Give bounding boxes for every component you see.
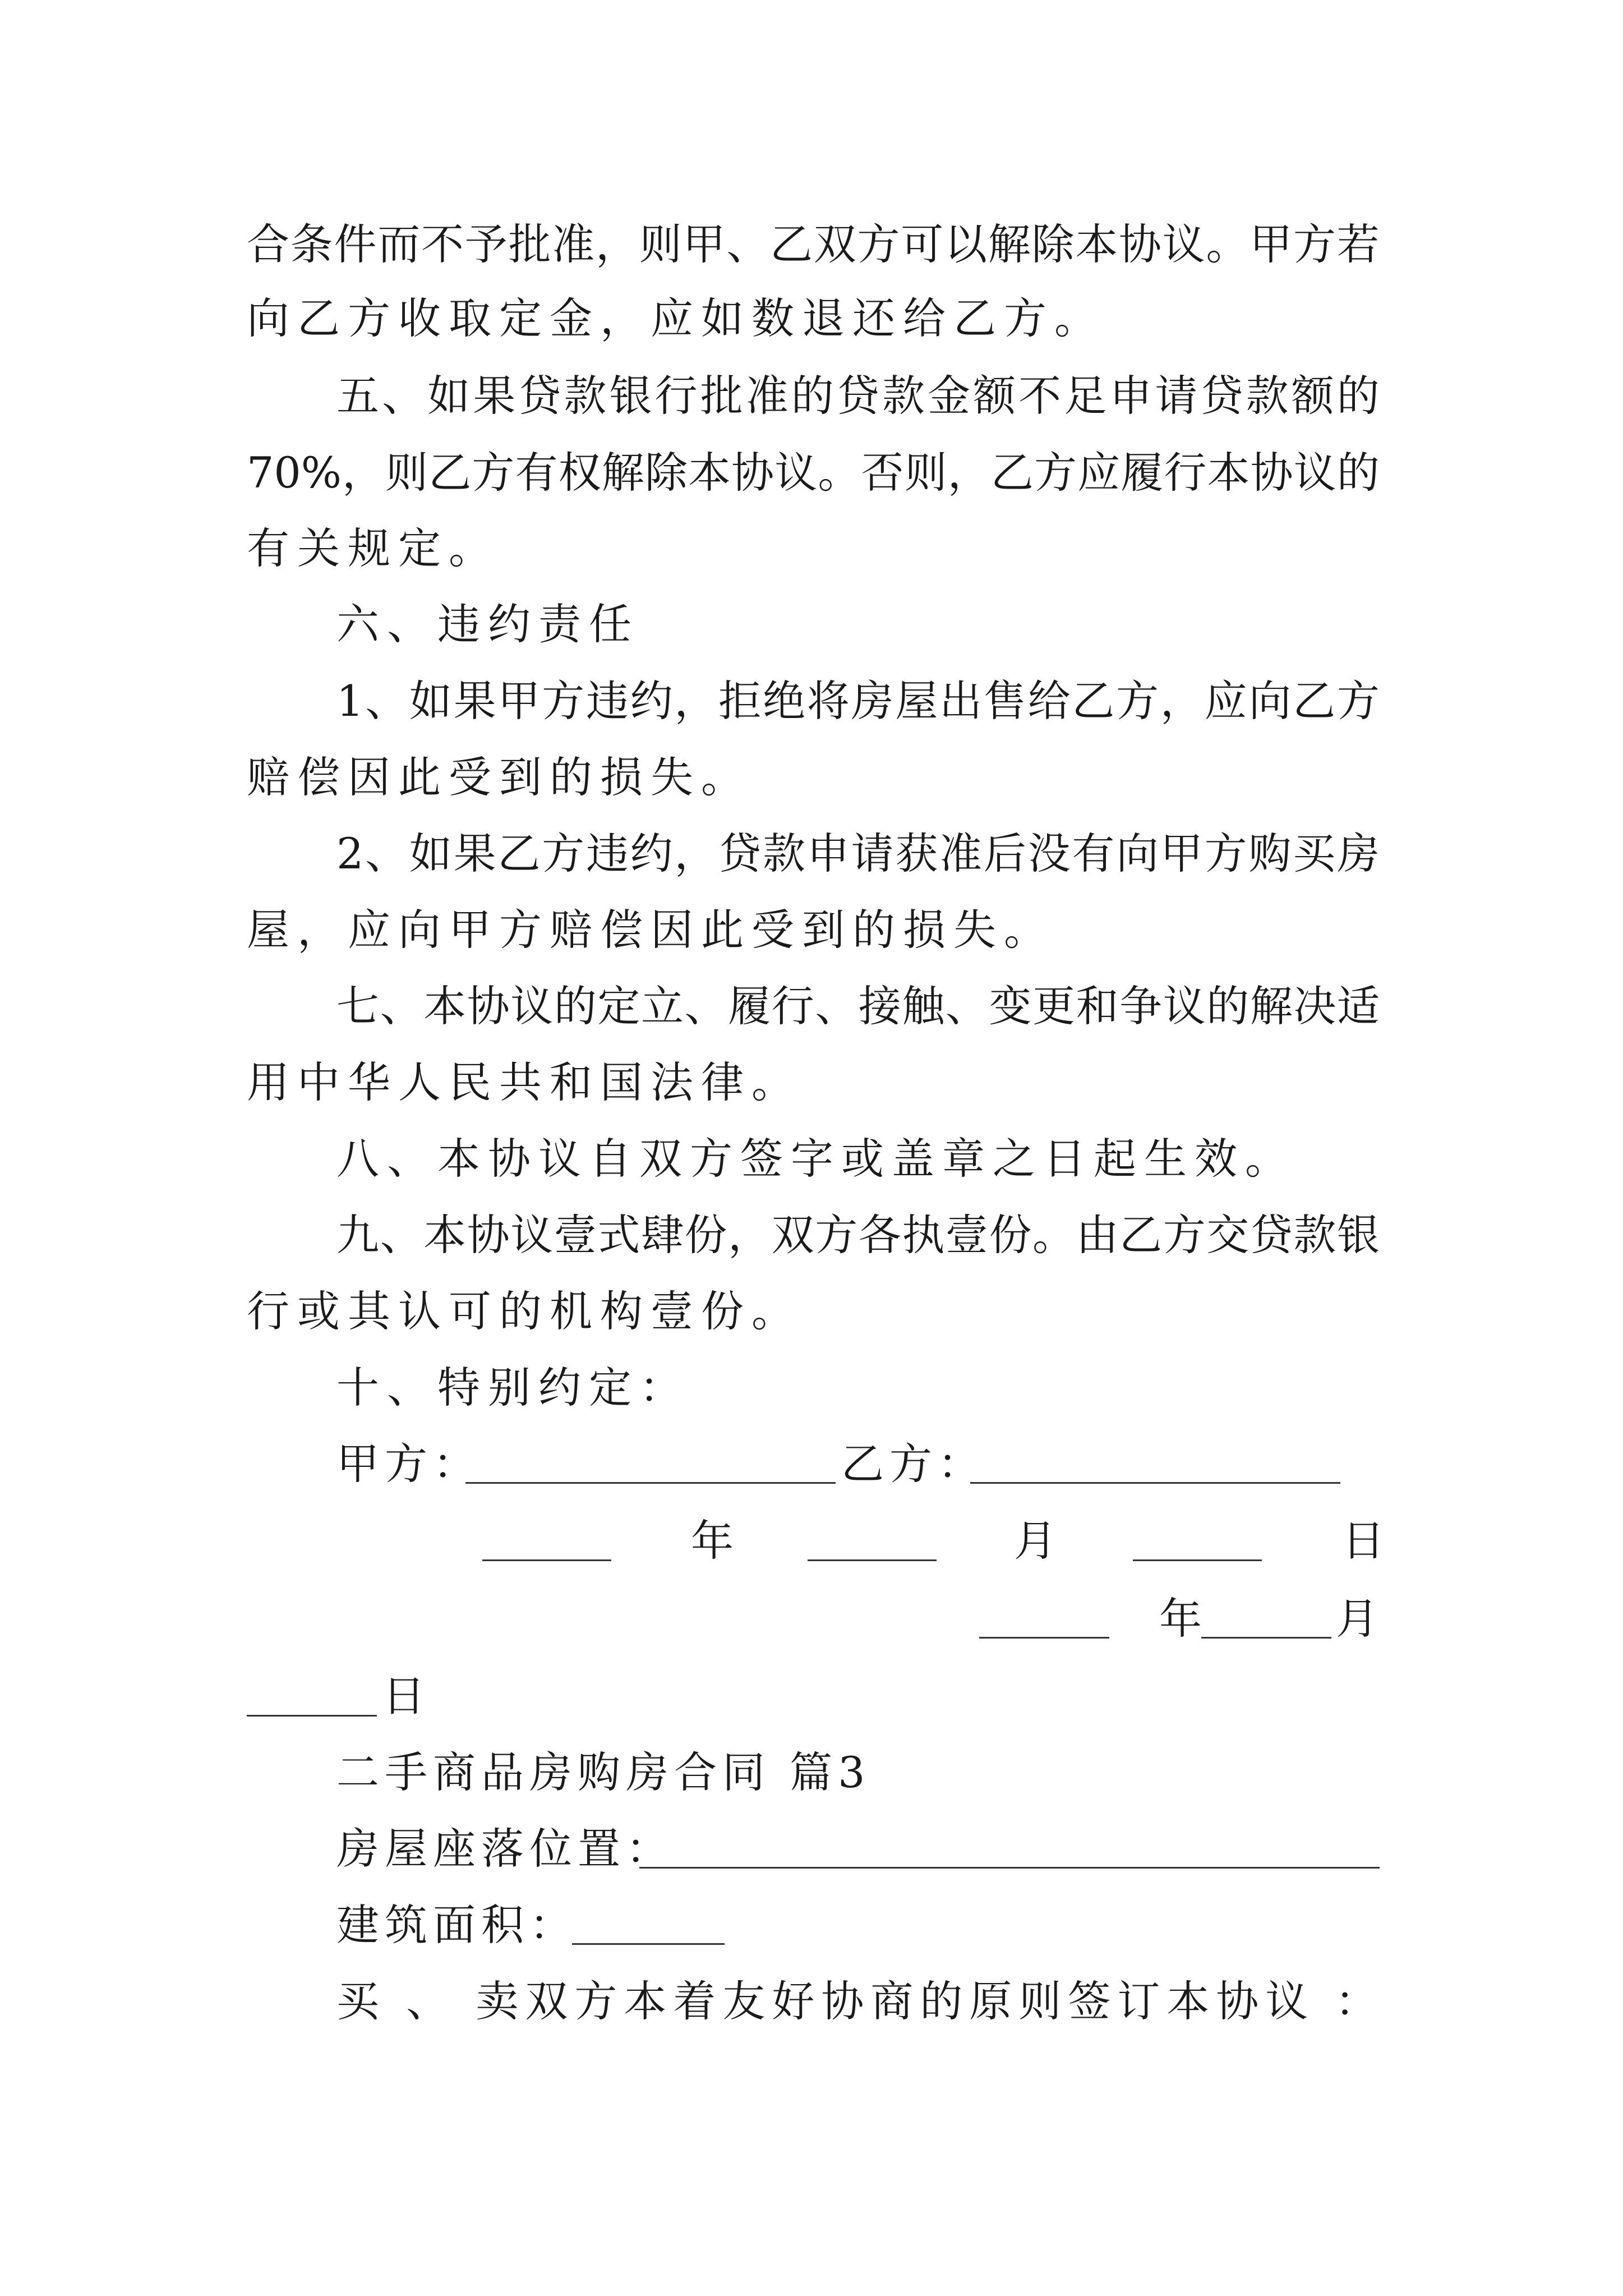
text-glyph: 贷 [1200,371,1243,421]
text-glyph: 除 [1031,219,1075,269]
text-glyph: 款 [882,371,925,421]
party-a-label: 甲方： [336,1439,481,1489]
text-glyph: 请 [1155,371,1198,421]
text-glyph: 予 [464,219,508,269]
text-glyph: 果 [473,371,516,421]
text-glyph: 履 [728,981,771,1031]
text-glyph: 五 [336,371,379,421]
text-glyph: ， [596,219,638,269]
text-glyph: 双 [813,219,856,269]
text-glyph: 方 [815,1210,858,1260]
text-glyph: 贷 [518,371,561,421]
text-glyph: 2 [336,829,364,878]
text-glyph: 方 [1034,448,1077,498]
text-glyph: 约 [630,676,673,726]
text-glyph: 70% [247,448,342,498]
text-glyph: 本 [423,981,467,1031]
text-glyph: 执 [902,1210,945,1260]
year-label-1: 年 [691,1516,741,1566]
text-glyph: 乙 [428,448,472,498]
text-glyph: 出 [939,676,983,726]
text-glyph: 适 [1336,981,1380,1031]
text-glyph: 、 [684,981,727,1031]
text-glyph: 壹 [945,1210,988,1260]
text-glyph: 银 [609,371,652,421]
text-glyph: 的 [1336,371,1380,421]
text-glyph: 议 [1293,448,1336,498]
text-glyph: 甲 [497,676,541,726]
date-month-blank-1 [808,1559,937,1561]
text-glyph: 行 [1164,448,1207,498]
text-glyph: 协 [731,448,774,498]
text-glyph: 售 [983,676,1026,726]
text-glyph: 双 [771,1210,814,1260]
text-glyph: 应 [1077,448,1121,498]
text-glyph: 。 [818,448,861,498]
text-glyph: 额 [973,371,1016,421]
text-glyph: ， [728,1210,771,1260]
text-glyph: 决 [1293,981,1336,1031]
text-glyph: 如 [409,829,452,878]
text-glyph: 方 [857,219,900,269]
text-glyph: 购 [1248,829,1292,878]
text-glyph: 准 [552,219,595,269]
party-b-label: 乙方： [841,1439,986,1489]
text-glyph: 则 [385,448,428,498]
text-glyph: 方 [542,829,585,878]
text-line-3 [336,368,1380,424]
text-glyph: 房 [851,676,894,726]
text-glyph: 给 [1027,676,1071,726]
text-glyph: 款 [564,371,607,421]
text-glyph: 七 [336,981,379,1031]
text-glyph: 肆 [640,1210,684,1260]
text-glyph: 件 [334,219,377,269]
text-glyph: 行 [771,981,814,1031]
text-glyph: 向 [1116,829,1159,878]
text-glyph: 、 [365,829,408,878]
text-glyph: ， [342,448,385,498]
text-glyph: 贷 [1249,1210,1293,1260]
text-line-10: 屋，应向甲方赔偿因此受到的损失。 [247,905,1054,955]
text-line-5: 有关规定。 [247,523,499,573]
text-glyph: 份 [989,1210,1032,1260]
text-glyph: 解 [1249,981,1293,1031]
text-glyph: 房 [1336,829,1380,878]
text-glyph: 银 [1336,1210,1380,1260]
text-line-16: 十、特别约定： [336,1363,690,1412]
text-glyph: 方 [542,676,585,726]
text-glyph: 、 [380,981,423,1031]
text-glyph: 乙 [1119,1210,1163,1260]
text-glyph: 向 [1248,676,1292,726]
agreement-intro: 买 、 卖双方本着友好协商的原则签订本协议 ： [336,1976,1385,2026]
text-glyph: ， [947,448,990,498]
text-glyph: 议 [774,448,818,498]
text-glyph: 准 [939,829,983,878]
section-title: 二手商品房购房合同 篇3 [336,1747,871,1797]
text-glyph: 乙 [770,219,813,269]
text-glyph: 金 [928,371,971,421]
text-line-11 [336,978,1380,1034]
text-glyph: 协 [467,981,510,1031]
location-label: 房屋座落位置： [336,1824,674,1874]
text-glyph: 的 [1336,448,1380,498]
year-label-2: 年 [1159,1594,1210,1644]
text-glyph: 和 [1076,981,1119,1031]
text-glyph: 以 [944,219,987,269]
text-glyph: 、 [365,676,408,726]
text-glyph: 甲 [1160,829,1203,878]
text-glyph: 由 [1076,1210,1119,1260]
text-glyph: 协 [1119,219,1161,269]
text-glyph: 本 [423,1210,467,1260]
text-glyph: 。 [1032,1210,1075,1260]
date-year-blank-2 [979,1637,1109,1639]
text-glyph: 应 [1204,676,1247,726]
location-blank [639,1867,1380,1869]
text-glyph: 1 [336,676,364,726]
text-glyph: 申 [806,829,850,878]
text-glyph: 屋 [895,676,938,726]
text-line-8: 赔偿因此受到的损失。 [247,752,751,802]
text-glyph: 履 [1121,448,1164,498]
text-glyph: 果 [453,829,496,878]
text-glyph: 九 [336,1210,379,1260]
text-glyph: 有 [515,448,558,498]
text-glyph: 可 [901,219,944,269]
text-glyph: 如 [427,371,471,421]
text-glyph: 甲 [683,219,726,269]
text-glyph: 解 [988,219,1031,269]
text-glyph: 壹 [554,1210,597,1260]
text-glyph: 则 [639,219,682,269]
text-glyph: 交 [1206,1210,1249,1260]
text-glyph: 申 [1109,371,1152,421]
text-glyph: 不 [1018,371,1062,421]
text-glyph: 的 [791,371,834,421]
text-glyph: 如 [409,676,452,726]
text-glyph: 批 [508,219,551,269]
text-glyph: 买 [1293,829,1336,878]
text-glyph: 本 [688,448,731,498]
text-glyph: 、 [726,219,769,269]
text-glyph: 贷 [718,829,762,878]
text-glyph: 款 [1246,371,1289,421]
text-glyph: 乙 [1293,676,1336,726]
party-a-signature-blank [465,1482,836,1484]
text-glyph: 定 [597,981,640,1031]
text-glyph: 议 [510,981,554,1031]
text-glyph: 的 [1206,981,1249,1031]
text-glyph: 将 [806,676,850,726]
text-glyph: 份 [684,1210,727,1260]
date-year-blank-1 [482,1559,611,1561]
text-glyph: 方 [1163,1210,1206,1260]
text-line-6: 六、违约责任 [336,599,639,649]
text-glyph: 触 [902,981,945,1031]
month-label-1: 月 [1014,1516,1064,1566]
text-glyph: ， [1160,676,1203,726]
text-line-9 [336,826,1380,882]
text-glyph: 、 [815,981,858,1031]
text-glyph: 协 [1250,448,1293,498]
text-glyph: 接 [858,981,901,1031]
text-glyph: 甲 [1249,219,1293,269]
text-glyph: 而 [377,219,421,269]
text-line-14 [336,1207,1380,1263]
text-glyph: 议 [1162,219,1205,269]
text-glyph: 绝 [763,676,806,726]
text-line-2: 向乙方收取定金，应如数退还给乙方。 [247,293,1105,343]
text-glyph: 后 [983,829,1026,878]
text-line-4 [247,445,1380,501]
text-glyph: ， [674,829,717,878]
text-glyph: 约 [630,829,673,878]
date-day-blank-2 [247,1715,377,1717]
text-glyph: 乙 [1072,676,1115,726]
text-glyph: 解 [601,448,644,498]
text-glyph: 若 [1336,219,1380,269]
text-glyph: 条 [290,219,333,269]
date-day-blank-1 [1133,1559,1262,1561]
text-glyph: 准 [745,371,789,421]
text-glyph: 除 [644,448,688,498]
day-label-1: 日 [1342,1516,1393,1566]
text-glyph: 协 [467,1210,510,1260]
text-glyph: 没 [1027,829,1071,878]
text-glyph: 的 [554,981,597,1031]
text-glyph: 、 [382,371,425,421]
text-glyph: 变 [989,981,1032,1031]
text-glyph: 。 [1206,219,1249,269]
text-glyph: 方 [1293,219,1336,269]
text-glyph: 拒 [718,676,762,726]
text-glyph: 方 [1204,829,1247,878]
text-glyph: 乙 [497,829,541,878]
text-glyph: 违 [585,676,629,726]
text-line-1 [247,217,1380,273]
day-label-2: 日 [382,1671,433,1721]
text-glyph: 方 [472,448,515,498]
text-glyph: 本 [1075,219,1118,269]
text-glyph: 各 [858,1210,901,1260]
text-glyph: 款 [763,829,806,878]
text-glyph: 行 [654,371,698,421]
text-line-15: 行或其认可的机构壹份。 [247,1286,802,1336]
text-glyph: 违 [585,829,629,878]
text-glyph: 式 [597,1210,640,1260]
text-glyph: 乙 [990,448,1034,498]
text-glyph: 立 [640,981,684,1031]
month-label-2: 月 [1336,1594,1386,1644]
text-glyph: 、 [945,981,988,1031]
text-glyph: 不 [421,219,464,269]
area-blank [572,1943,725,1945]
text-glyph: 则 [904,448,947,498]
text-glyph: 争 [1119,981,1163,1031]
text-glyph: 本 [1207,448,1250,498]
text-glyph: 更 [1032,981,1075,1031]
text-glyph: 额 [1291,371,1334,421]
text-glyph: 获 [895,829,938,878]
text-line-7 [336,673,1380,729]
text-glyph: 方 [1336,676,1380,726]
text-glyph: 贷 [836,371,879,421]
date-month-blank-2 [1201,1637,1331,1639]
text-glyph: 、 [380,1210,423,1260]
text-glyph: 批 [700,371,743,421]
text-glyph: 款 [1293,1210,1336,1260]
text-line-12: 用中华人民共和国法律。 [247,1057,802,1107]
text-glyph: 合 [247,219,289,269]
text-glyph: 方 [1116,676,1159,726]
text-glyph: 权 [558,448,601,498]
text-line-13: 八、本协议自双方签字或盖章之日起生效。 [336,1134,1295,1184]
text-glyph: 否 [861,448,904,498]
area-label: 建筑面积： [336,1900,578,1950]
text-glyph: 议 [1163,981,1206,1031]
text-glyph: 请 [851,829,894,878]
party-b-signature-blank [970,1482,1340,1484]
text-glyph: 有 [1072,829,1115,878]
text-glyph: 果 [453,676,496,726]
text-glyph: 足 [1064,371,1107,421]
text-glyph: ， [674,676,717,726]
text-glyph: 议 [510,1210,554,1260]
